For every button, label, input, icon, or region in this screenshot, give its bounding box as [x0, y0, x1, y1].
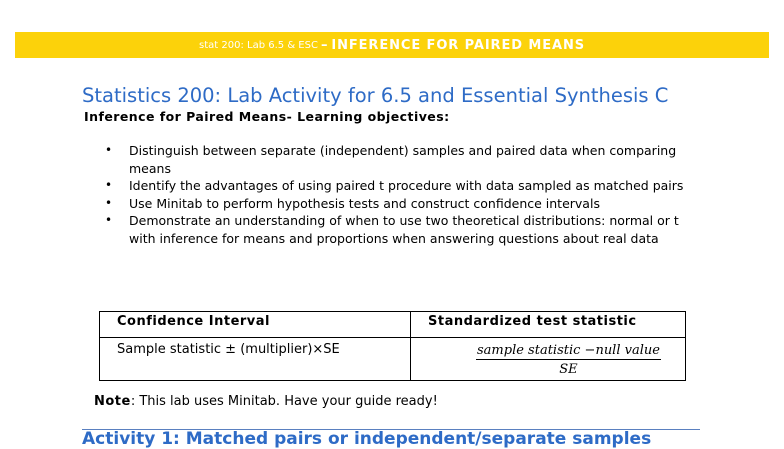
section-subtitle: Inference for Paired Means- Learning objectives:: [84, 109, 450, 124]
test-formula-cell: [411, 338, 686, 381]
objectives-list: [100, 142, 700, 247]
bullet-icon: •: [105, 143, 113, 157]
list-item: [100, 177, 700, 195]
objective-text: Use Minitab to perform hypothesis tests and construct confidence intervals: [129, 195, 600, 211]
test-statistic-fraction: [476, 343, 661, 377]
activity-heading: Activity 1: Matched pairs or independent/separate samples: [82, 429, 652, 449]
header-title: INFERENCE FOR PAIRED MEANS: [331, 37, 585, 53]
fraction-numerator: sample statistic −null value: [477, 343, 660, 358]
table-header-ci: Confidence Interval: [100, 312, 411, 338]
table-row: [100, 338, 686, 381]
page-title: Statistics 200: Lab Activity for 6.5 and Essential Synthesis C: [82, 84, 669, 107]
note-label: Note: [94, 394, 131, 409]
objective-text: Identify the advantages of using paired t procedure with data sampled as matched pairs: [129, 178, 684, 193]
bullet-icon: •: [105, 195, 113, 210]
table-header-test: Standardized test statistic: [411, 312, 686, 338]
formula-table: [99, 311, 686, 381]
bullet-icon: •: [105, 213, 113, 227]
ci-formula: Sample statistic ± (multiplier)×SE: [100, 338, 411, 381]
bullet-icon: •: [105, 178, 113, 192]
header-banner: [15, 32, 769, 58]
header-dash: –: [320, 37, 329, 53]
fraction-denominator: SE: [559, 362, 578, 377]
header-course-label: stat 200: Lab 6.5 & ESC: [199, 39, 318, 51]
list-item: [100, 195, 700, 213]
note-paragraph: [94, 394, 438, 409]
table-header-row: [100, 312, 686, 338]
list-item: [100, 212, 700, 247]
objective-text: Distinguish between separate (independent) samples and paired data when comparing means: [129, 143, 677, 176]
list-item: [100, 142, 700, 177]
objective-text: Demonstrate an understanding of when to use two theoretical distributions: normal or t with inference for means and proportions when answering questions about real data: [129, 213, 679, 246]
note-text: : This lab uses Minitab. Have your guide ready!: [130, 394, 438, 409]
